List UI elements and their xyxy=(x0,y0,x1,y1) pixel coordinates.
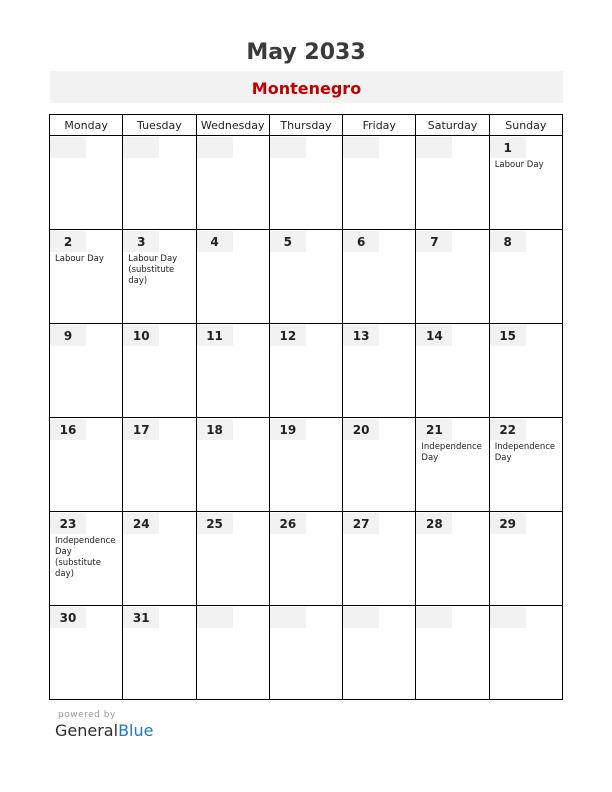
holiday-label: Labour Day xyxy=(55,254,104,264)
day-number: 6 xyxy=(343,231,379,252)
day-number: 17 xyxy=(123,419,159,440)
calendar-week-row xyxy=(50,324,563,418)
day-cell xyxy=(416,418,489,512)
day-number: 25 xyxy=(197,513,233,534)
day-cell xyxy=(489,324,562,418)
day-number: 4 xyxy=(197,231,233,252)
holiday-label: Independence Day xyxy=(421,442,482,463)
calendar-week-row xyxy=(50,512,563,606)
day-number: 14 xyxy=(416,325,452,346)
day-number xyxy=(50,137,86,158)
day-cell xyxy=(343,324,416,418)
day-number: 11 xyxy=(197,325,233,346)
day-number: 27 xyxy=(343,513,379,534)
day-cell xyxy=(269,418,342,512)
day-cell xyxy=(50,136,123,230)
day-cell xyxy=(489,418,562,512)
footer-branding xyxy=(55,710,153,740)
day-cell xyxy=(343,418,416,512)
day-cell xyxy=(416,606,489,700)
calendar-week-row xyxy=(50,136,563,230)
day-cell xyxy=(123,230,196,324)
day-number: 13 xyxy=(343,325,379,346)
day-cell xyxy=(123,606,196,700)
day-cell xyxy=(489,606,562,700)
day-number xyxy=(197,137,233,158)
day-number: 23 xyxy=(50,513,86,534)
day-number xyxy=(416,137,452,158)
brand-general: General xyxy=(55,721,119,740)
day-cell xyxy=(123,418,196,512)
weekday-header: Saturday xyxy=(416,115,489,136)
brand-logo xyxy=(55,721,153,740)
day-number: 3 xyxy=(123,231,159,252)
day-cell xyxy=(196,418,269,512)
page-title: May 2033 xyxy=(246,40,366,65)
day-number: 18 xyxy=(197,419,233,440)
day-number xyxy=(123,137,159,158)
day-cell xyxy=(343,230,416,324)
day-number: 30 xyxy=(50,607,86,628)
holiday-label: Independence Day xyxy=(494,442,556,463)
day-cell xyxy=(196,606,269,700)
powered-by-text: powered by xyxy=(58,710,116,720)
day-cell xyxy=(269,324,342,418)
day-number: 15 xyxy=(490,325,526,346)
holiday-label: Independence Day (substitute day) xyxy=(55,536,116,579)
day-number: 9 xyxy=(50,325,86,346)
day-cell xyxy=(416,230,489,324)
day-cell xyxy=(123,136,196,230)
day-number: 8 xyxy=(490,231,526,252)
weekday-header: Wednesday xyxy=(196,115,269,136)
day-number: 20 xyxy=(343,419,379,440)
day-number: 28 xyxy=(416,513,452,534)
day-number: 12 xyxy=(270,325,306,346)
day-number: 29 xyxy=(490,513,526,534)
day-number: 22 xyxy=(490,419,526,440)
day-number xyxy=(343,137,379,158)
day-cell xyxy=(489,136,562,230)
calendar-grid xyxy=(49,114,563,700)
day-cell xyxy=(50,606,123,700)
brand-blue: Blue xyxy=(118,721,154,740)
day-number: 10 xyxy=(123,325,159,346)
day-cell xyxy=(50,230,123,324)
day-number: 2 xyxy=(50,231,86,252)
day-number: 5 xyxy=(270,231,306,252)
day-cell xyxy=(343,606,416,700)
day-number: 21 xyxy=(416,419,452,440)
day-cell xyxy=(196,136,269,230)
day-cell xyxy=(269,606,342,700)
day-number xyxy=(270,137,306,158)
day-cell xyxy=(123,512,196,606)
day-number: 7 xyxy=(416,231,452,252)
day-cell xyxy=(123,324,196,418)
day-cell xyxy=(196,512,269,606)
weekday-header: Thursday xyxy=(269,115,342,136)
day-cell xyxy=(50,324,123,418)
day-cell xyxy=(489,230,562,324)
day-cell xyxy=(416,136,489,230)
day-cell xyxy=(269,230,342,324)
day-number xyxy=(197,607,233,628)
day-cell xyxy=(416,512,489,606)
day-cell xyxy=(416,324,489,418)
day-number xyxy=(490,607,526,628)
calendar-week-row xyxy=(50,230,563,324)
holiday-label: Labour Day (substitute day) xyxy=(128,254,178,286)
day-number xyxy=(343,607,379,628)
day-number: 26 xyxy=(270,513,306,534)
weekday-header: Tuesday xyxy=(123,115,196,136)
day-cell xyxy=(343,512,416,606)
calendar-week-row xyxy=(50,606,563,700)
day-cell xyxy=(269,136,342,230)
weekday-header: Friday xyxy=(343,115,416,136)
day-cell xyxy=(343,136,416,230)
weekday-header-row xyxy=(50,115,563,136)
day-number: 31 xyxy=(123,607,159,628)
day-cell xyxy=(50,418,123,512)
day-cell xyxy=(269,512,342,606)
holiday-label: Labour Day xyxy=(494,160,544,170)
day-cell xyxy=(196,324,269,418)
country-banner xyxy=(50,71,563,103)
day-cell xyxy=(50,512,123,606)
day-cell xyxy=(196,230,269,324)
day-number: 16 xyxy=(50,419,86,440)
weekday-header: Sunday xyxy=(489,115,562,136)
calendar-week-row xyxy=(50,418,563,512)
day-number xyxy=(416,607,452,628)
day-number: 19 xyxy=(270,419,306,440)
day-number: 24 xyxy=(123,513,159,534)
weekday-header: Monday xyxy=(50,115,123,136)
day-cell xyxy=(489,512,562,606)
day-number xyxy=(270,607,306,628)
country-name: Montenegro xyxy=(251,79,362,98)
day-number: 1 xyxy=(490,137,526,158)
